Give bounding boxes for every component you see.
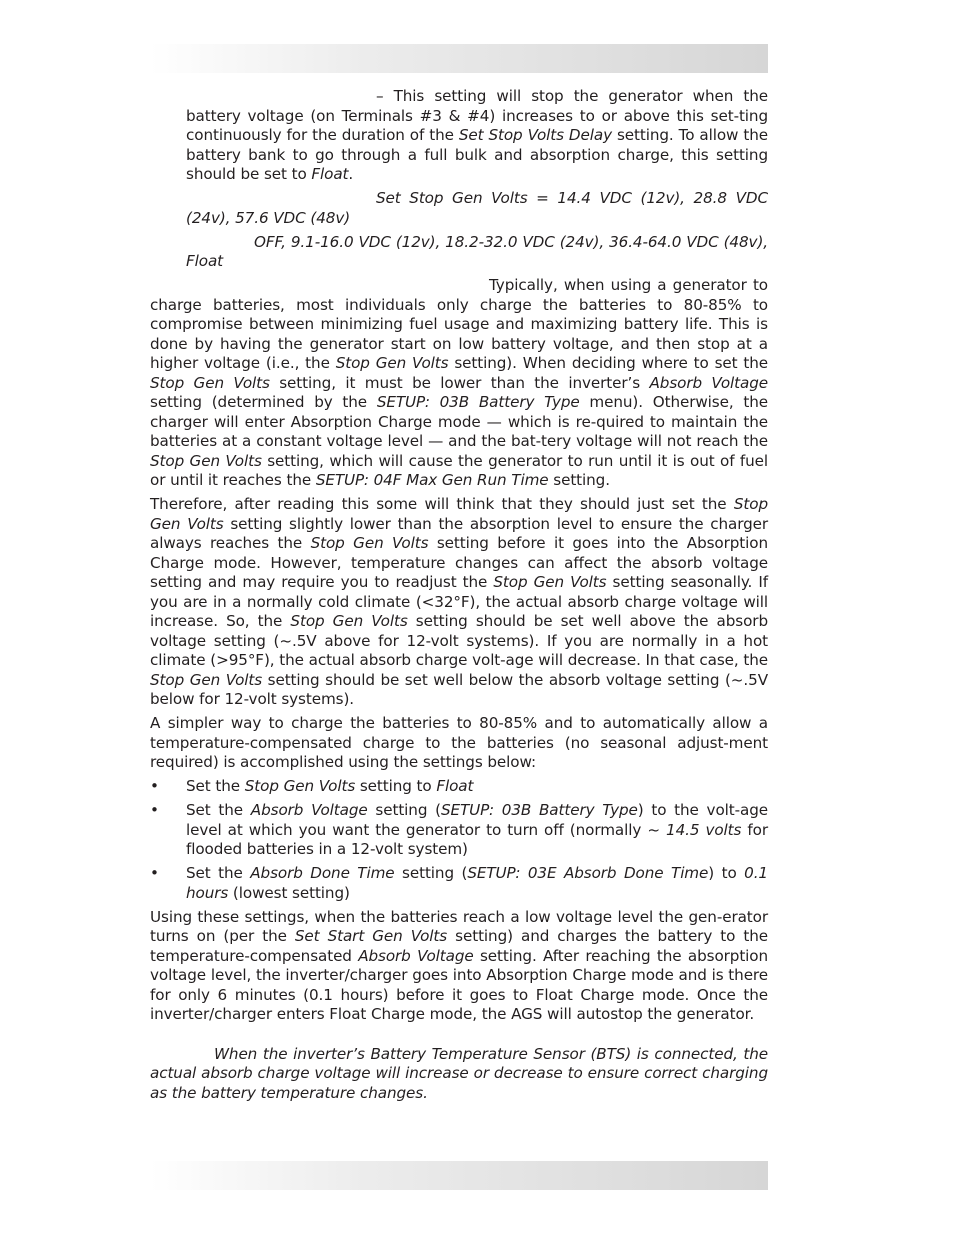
list-item: • Set the Absorb Voltage setting (SETUP: 03B Battery Type) to the volt-age level at which you want the generator to turn off (normally ~ 14.5 volts for flooded batteries in a 12-volt system) — [150, 801, 769, 858]
range-setting: OFF, 9.1-16.0 VDC (12v), 18.2-32.0 VDC (24v), 36.4-64.0 VDC (48v), Float — [186, 232, 768, 270]
bullet-mark: • — [150, 801, 159, 819]
page-content — [150, 87, 768, 1108]
header-band — [150, 44, 768, 73]
temperature-paragraph: Therefore, after reading this some will think that they should just set the Stop Gen Volts setting slightly lower than the absorption level to ensure the charger always reaches the Stop Gen Volts setting before it goes into the Absorption Charge mode. However, temperature changes can affect the absorb voltage setting and may require you to readjust the Stop Gen Volts setting seasonally. If you are in a normally cold climate (<32°F), the actual absorb charge voltage will increase. So, the Stop Gen Volts setting should be set well above the absorb voltage setting (~.5V above for 12-volt systems). If you are normally in a hot climate (>95°F), the actual absorb charge volt-age will decrease. In that case, the Stop Gen Volts setting should be set well below the absorb voltage setting (~.5V below for 12-volt systems). — [150, 495, 768, 708]
simpler-way-paragraph: A simpler way to charge the batteries to 80-85% and to automatically allow a temperature-compensated charge to the batteries (no seasonal adjust-ment required) is accomplished using the settings below: — [150, 714, 768, 771]
footer-band — [150, 1161, 768, 1190]
default-setting: Set Stop Gen Volts = 14.4 VDC (12v), 28.8 VDC (24v), 57.6 VDC (48v) — [186, 189, 768, 227]
list-item: • Set the Stop Gen Volts setting to Float — [150, 777, 474, 795]
typical-usage-paragraph: Typically, when using a generator to charge batteries, most individuals only charge the batteries to 80-85% to compromise between minimizing fuel usage and maximizing battery life. This is done by having the generator start on low battery voltage, and then stop at a higher voltage (i.e., the Stop Gen Volts setting). When deciding where to set the Stop Gen Volts setting, it must be lower than the inverter’s Absorb Voltage setting (determined by the SETUP: 03B Battery Type menu). Otherwise, the charger will enter Absorption Charge mode — which is re-quired to maintain the batteries at a constant voltage level — and the bat-tery voltage will not reach the Stop Gen Volts setting, which will cause the generator to run until it is out of fuel or until it reaches the SETUP: 04F Max Gen Run Time setting. — [150, 276, 768, 489]
bts-note: When the inverter’s Battery Temperature Sensor (BTS) is connected, the actual absorb charge voltage will increase or decrease to ensure correct charging as the battery temperature changes. — [150, 1044, 768, 1102]
list-item: • Set the Absorb Done Time setting (SETUP: 03E Absorb Done Time) to 0.1 hours (lowest setting) — [150, 864, 768, 902]
using-settings-paragraph: Using these settings, when the batteries reach a low voltage level the gen-erator turns on (per the Set Start Gen Volts setting) and charges the battery to the temperature-compensated Absorb Voltage setting. After reaching the absorption voltage level, the inverter/charger goes into Absorption Charge mode and is there for only 6 minutes (0.1 hours) before it goes to Float Charge mode. Once the inverter/charger enters Float Charge mode, the AGS will autostop the generator. — [150, 907, 769, 1023]
settings-list — [150, 777, 768, 903]
bullet-mark: • — [150, 864, 159, 882]
bullet-mark: • — [150, 777, 159, 795]
stop-gen-volts-description: – This setting will stop the generator when the battery voltage (on Terminals #3 & #4) increases to or above this set-ting continuously for the duration of the Set Stop Volts Delay setting. To allow the battery bank to go through a full bulk and absorption charge, this setting should be set to Float. — [186, 87, 768, 183]
